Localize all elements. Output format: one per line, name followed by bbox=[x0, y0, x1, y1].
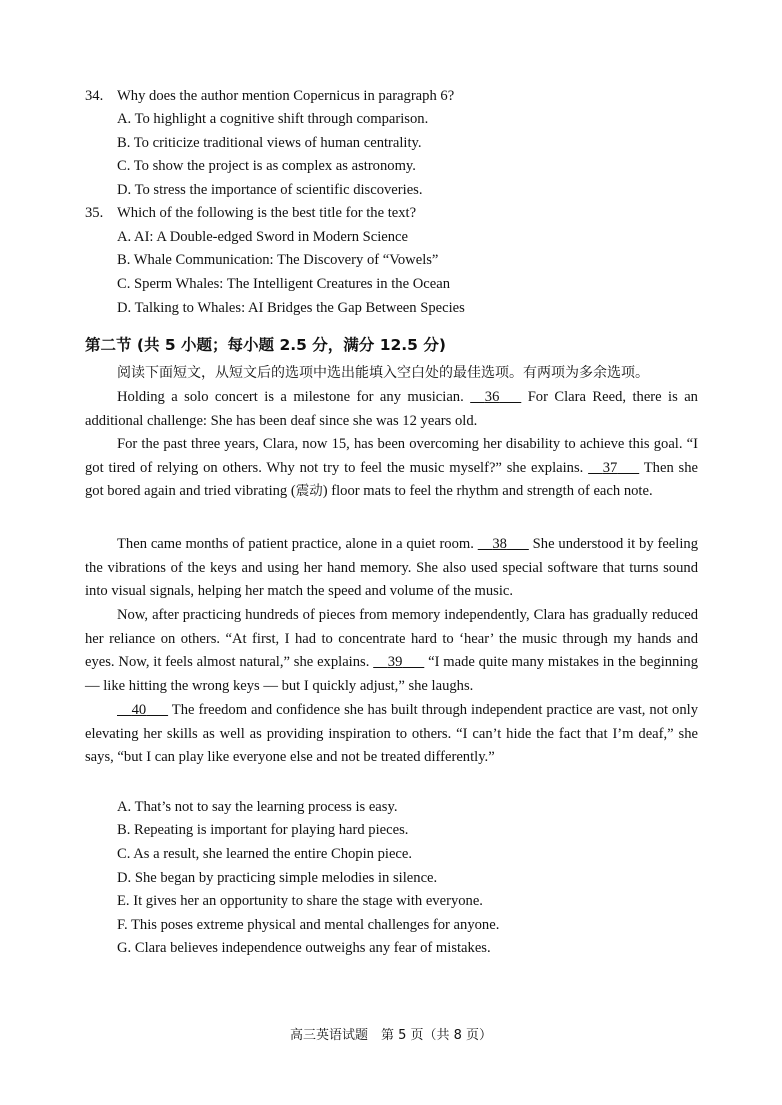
paragraph-text: Now, after practicing hundreds of pieces from memory independently, Clara has gradually reduced her reliance on others. “At first, I had to concentrate hard to ‘hear’ the music through my hands and eyes. Now, it feels almost natural,” she explains. bbox=[85, 607, 698, 671]
choice-c: C. As a result, she learned the entire Chopin piece. bbox=[117, 846, 413, 862]
choice-e: E. It gives her an opportunity to share the stage with everyone. bbox=[117, 893, 483, 909]
blank-number: 40 bbox=[131, 702, 147, 718]
paragraph-text: ) floor mats to feel the rhythm and strength of each note. bbox=[322, 483, 653, 500]
blank-37 bbox=[588, 457, 639, 481]
passage-paragraph-2 bbox=[85, 433, 698, 504]
choice-a: A. That’s not to say the learning process is easy. bbox=[117, 799, 398, 815]
passage-paragraph-4 bbox=[85, 604, 698, 699]
choice-g: G. Clara believes independence outweighs any fear of mistakes. bbox=[117, 940, 491, 956]
paragraph-text: For the past three years, Clara, now 15, has been overcoming her disability to achieve this goal. “I got tired of relying on others. Why not try to feel the music myself?” she explains. bbox=[85, 436, 698, 476]
blank-number: 38 bbox=[492, 536, 507, 552]
question-34-option-d: D. To stress the importance of scientific discoveries. bbox=[117, 182, 423, 198]
choice-b: B. Repeating is important for playing hard pieces. bbox=[117, 822, 409, 838]
question-35-option-c: C. Sperm Whales: The Intelligent Creatures in the Ocean bbox=[117, 276, 450, 292]
paragraph-text: She understood it by feeling the vibrations of the keys and using her hand memory. She also used special software that turns sound into visual signals, helping her match the speed and volume of the music. bbox=[85, 536, 698, 600]
chinese-gloss: 震动 bbox=[295, 483, 323, 500]
passage-paragraph-3 bbox=[85, 533, 698, 604]
page-footer: 高三英语试题 第 5 页（共 8 页） bbox=[289, 1028, 493, 1043]
blank-number: 36 bbox=[484, 389, 500, 405]
question-34-stem bbox=[85, 86, 454, 106]
passage-paragraph-1 bbox=[85, 386, 698, 433]
section-heading: 第二节 (共 5 小题；每小题 2.5 分，满分 12.5 分) bbox=[85, 336, 446, 354]
question-35-option-a: A. AI: A Double-edged Sword in Modern Science bbox=[117, 229, 409, 245]
blank-36 bbox=[470, 386, 521, 410]
section-instruction: 阅读下面短文，从短文后的选项中选出能填入空白处的最佳选项。有两项为多余选项。 bbox=[117, 365, 649, 381]
question-text: Which of the following is the best title for the text? bbox=[117, 205, 417, 221]
question-34-option-b: B. To criticize traditional views of human centrality. bbox=[117, 135, 422, 151]
blank-number: 39 bbox=[387, 654, 403, 671]
paragraph-text: Then she got bored again and tried vibrating ( bbox=[85, 459, 699, 500]
question-number: 34. bbox=[85, 88, 104, 104]
question-number: 35. bbox=[85, 205, 104, 221]
blank-38 bbox=[478, 533, 529, 557]
paragraph-text: Holding a solo concert is a milestone for any musician. bbox=[117, 389, 464, 405]
paragraph-text: Then came months of patient practice, alone in a quiet room. bbox=[117, 536, 474, 552]
question-34-option-c: C. To show the project is as complex as astronomy. bbox=[117, 158, 416, 174]
question-35-stem bbox=[85, 203, 416, 223]
question-35-option-d: D. Talking to Whales: AI Bridges the Gap Between Species bbox=[117, 300, 465, 316]
blank-number: 37 bbox=[602, 459, 618, 476]
blank-39 bbox=[373, 651, 424, 675]
paragraph-text: The freedom and confidence she has built through independent practice are vast, not only elevating her skills as well as providing inspiration to others. “I can’t hide the fact that I’m deaf,” she says, “but I can play like everyone else and not be treated differently.” bbox=[85, 702, 698, 766]
paragraph-text: For Clara Reed, there is an additional challenge: She has been deaf since she was 12 years old. bbox=[85, 389, 698, 429]
question-34-option-a: A. To highlight a cognitive shift through comparison. bbox=[117, 111, 429, 127]
choice-d: D. She began by practicing simple melodies in silence. bbox=[117, 870, 438, 886]
choice-f: F. This poses extreme physical and mental challenges for anyone. bbox=[117, 917, 500, 933]
passage-paragraph-5 bbox=[85, 699, 698, 770]
paragraph-text: “I made quite many mistakes in the beginning — like hitting the wrong keys — but I quickly adjust,” she laughs. bbox=[85, 654, 698, 695]
blank-40 bbox=[117, 699, 168, 723]
question-35-option-b: B. Whale Communication: The Discovery of “Vowels” bbox=[117, 252, 439, 268]
question-text: Why does the author mention Copernicus in paragraph 6? bbox=[117, 88, 455, 104]
